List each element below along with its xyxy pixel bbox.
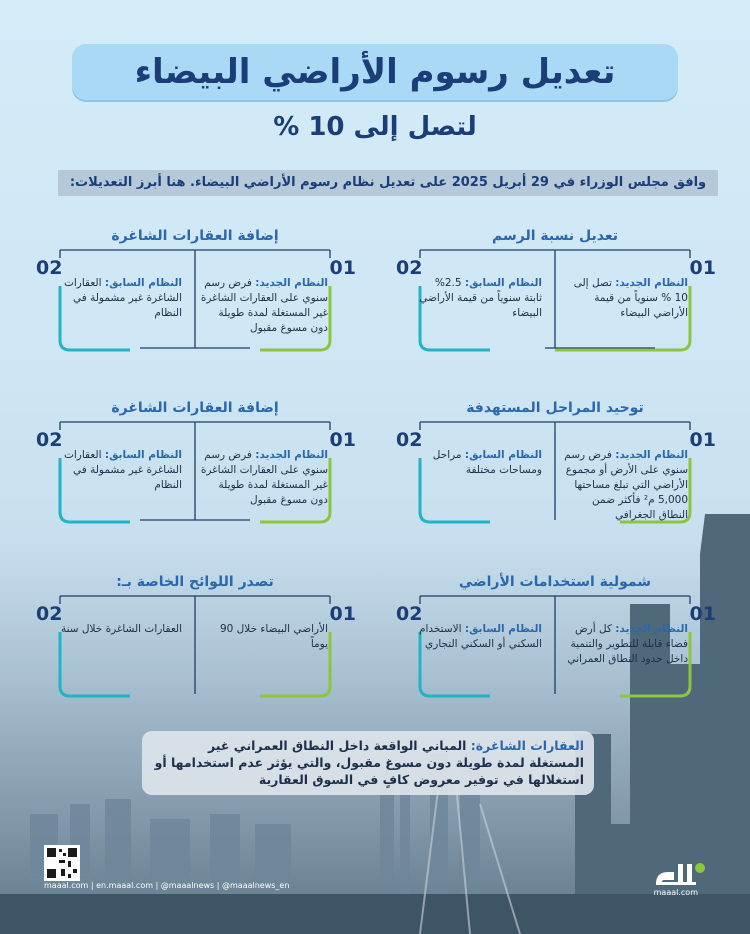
new-system-number: 01 — [329, 429, 356, 451]
old-system-number: 02 — [36, 603, 63, 625]
definition-label: العقارات الشاغرة: — [470, 738, 584, 753]
old-system-text — [414, 276, 542, 321]
title-banner — [72, 44, 678, 100]
block-unify-phases — [390, 400, 720, 530]
new-system-number: 01 — [689, 429, 716, 451]
old-system-label: النظام السابق: — [464, 449, 542, 461]
block-title: تعديل نسبة الرسم — [492, 228, 618, 244]
page-subtitle: لتصل إلى 10 % — [273, 112, 477, 142]
new-system-text — [200, 622, 328, 652]
page-title: تعديل رسوم الأراضي البيضاء — [134, 52, 616, 92]
new-system-label: النظام الجديد: — [615, 449, 688, 461]
old-system-desc: العقارات الشاغرة غير مشمولة في النظام — [63, 277, 182, 319]
new-system-number: 01 — [329, 257, 356, 279]
old-system-number: 02 — [36, 257, 63, 279]
new-system-desc: الأراضي البيضاء خلال 90 يوماً — [219, 623, 328, 650]
new-system-desc: تصل إلى 10 % سنوياً من قيمة الأراضي البيضاء — [573, 277, 688, 319]
old-system-label: النظام السابق: — [104, 277, 182, 289]
new-system-number: 01 — [689, 603, 716, 625]
block-fee-rate — [390, 228, 720, 358]
block-regulations — [30, 574, 360, 704]
new-system-text — [560, 448, 688, 523]
old-system-text — [414, 622, 542, 652]
old-system-number: 02 — [396, 429, 423, 451]
old-system-label: النظام السابق: — [464, 277, 542, 289]
block-title: إضافة العقارات الشاغرة — [111, 400, 279, 416]
block-title: تصدر اللوائح الخاصة بـ: — [116, 574, 274, 590]
old-system-desc: العقارات الشاغرة خلال سنة — [60, 623, 182, 635]
definition-text — [152, 737, 584, 788]
new-system-text — [200, 448, 328, 508]
old-system-number: 02 — [396, 603, 423, 625]
new-system-desc: فرض رسم سنوي على العقارات الشاغرة غير المستغلة لمدة طويلة دون مسوغ مقبول — [200, 277, 328, 334]
new-system-text — [200, 276, 328, 336]
definition-desc: المباني الواقعة داخل النطاق العمراني غير المستغلة لمدة طويلة دون مسوغ مقبول، والتي يؤثر عدم استخدامها أو استغلالها في توفير معروض كافٍ في السوق العقارية — [154, 738, 584, 787]
new-system-label: النظام الجديد: — [615, 623, 688, 635]
old-system-desc: العقارات الشاغرة غير مشمولة في النظام — [63, 449, 182, 491]
new-system-label: النظام الجديد: — [255, 449, 328, 461]
block-vacant-properties-2 — [30, 400, 360, 530]
old-system-desc: الاستخدام السكني أو السكني التجاري — [418, 623, 542, 650]
new-system-text — [560, 276, 688, 321]
block-vacant-properties-1 — [30, 228, 360, 358]
logo-caption: maaal.com — [653, 888, 698, 897]
new-system-desc: فرض رسم سنوي على الأرض أو مجموع الأراضي التي تبلغ مساحتها 5,000 م² فأكثر ضمن النطاق الجغرافي — [564, 449, 688, 521]
old-system-text — [414, 448, 542, 478]
block-title: توحيد المراحل المستهدفة — [466, 400, 644, 416]
block-title: إضافة العقارات الشاغرة — [111, 228, 279, 244]
new-system-number: 01 — [689, 257, 716, 279]
old-system-text — [54, 448, 182, 493]
intro-text: وافق مجلس الوزراء في 29 أبريل 2025 على تعديل نظام رسوم الأراضي البيضاء. هنا أبرز التعديلات: — [69, 175, 707, 190]
new-system-desc: فرض رسم سنوي على العقارات الشاغرة غير المستغلة لمدة طويلة دون مسوغ مقبول — [200, 449, 328, 506]
new-system-number: 01 — [329, 603, 356, 625]
old-system-label: النظام السابق: — [104, 449, 182, 461]
footer-links: maaal.com | en.maaal.com | @maaalnews | @maaalnews_en — [44, 881, 290, 890]
qr-code-icon — [44, 845, 80, 881]
old-system-number: 02 — [36, 429, 63, 451]
new-system-label: النظام الجديد: — [255, 277, 328, 289]
block-title: شمولية استخدامات الأراضي — [458, 574, 652, 590]
old-system-desc: مراحل ومساحات مختلفة — [432, 449, 542, 476]
old-system-text — [54, 622, 182, 637]
old-system-desc: 2.5% ثابتة سنوياً من قيمة الأراضي البيضاء — [419, 277, 542, 319]
new-system-text — [560, 622, 688, 667]
block-land-use-coverage — [390, 574, 720, 704]
new-system-desc: كل أرض فضاء قابلة للتطوير والتنمية داخل حدود النطاق العمراني — [567, 623, 688, 665]
old-system-text — [54, 276, 182, 321]
new-system-label: النظام الجديد: — [615, 277, 688, 289]
old-system-number: 02 — [396, 257, 423, 279]
old-system-label: النظام السابق: — [464, 623, 542, 635]
